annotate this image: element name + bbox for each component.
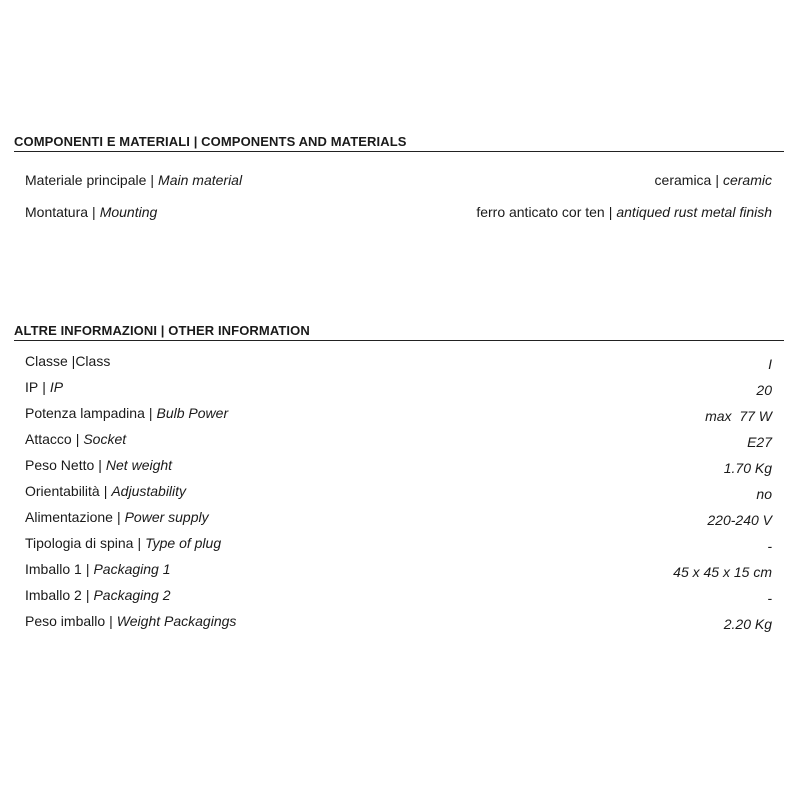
spec-value: 220-240 V [707,512,772,528]
spec-row-power-supply [25,509,772,535]
spec-label-it: Imballo 2 [25,587,82,603]
spec-label: Montatura | Mounting [25,204,158,220]
spec-label [25,353,110,369]
spec-label: Tipologia di spina | Type of plug [25,535,222,551]
spec-value: - [767,538,772,554]
spec-row-socket [25,431,772,457]
spec-label-en: Socket [83,431,127,447]
spec-value: no [756,486,772,502]
spec-label-it: Alimentazione [25,509,113,525]
spec-label: Materiale principale | Main material [25,172,243,188]
components-title: COMPONENTI E MATERIALI | COMPONENTS AND MATERIALS [14,134,784,152]
components-section [14,134,784,236]
spec-label-it: Imballo 1 [25,561,82,577]
spec-row-net-weight [25,457,772,483]
spec-value: ferro anticato cor ten | antiqued rust metal finish [476,204,772,220]
spec-label-it: Orientabilità [25,483,100,499]
spec-label-it: Tipologia di spina [25,535,134,551]
spec-value: I [768,356,772,372]
spec-label-en: Type of plug [145,535,222,551]
spec-label-en: Packaging 1 [93,561,171,577]
spec-label: Peso Netto | Net weight [25,457,173,473]
spec-value: 1.70 Kg [723,460,772,476]
spec-label-it: Attacco [25,431,72,447]
spec-value: 2.20 Kg [723,616,772,632]
spec-label-en: IP [49,379,64,395]
spec-row-packaging-weight [25,613,772,639]
spec-row-bulb-power [25,405,772,431]
spec-value: 45 x 45 x 15 cm [673,564,772,580]
spec-label-it: Materiale principale [25,172,147,188]
spec-label-en: Adjustability [111,483,187,499]
spec-label-en: Power supply [124,509,209,525]
spec-label: Imballo 1 | Packaging 1 [25,561,171,577]
spec-value: max 77 W [705,408,772,424]
spec-label-it: Peso Netto [25,457,95,473]
spec-label: Orientabilità | Adjustability [25,483,187,499]
spec-label-en: Mounting [99,204,158,220]
spec-label: Attacco | Socket [25,431,127,447]
other-info-section [14,323,784,639]
spec-row-ip [25,379,772,405]
spec-label-it: Peso imballo [25,613,106,629]
spec-value: - [767,590,772,606]
spec-label-it: Classe |Class [25,353,111,369]
spec-row-main-material [25,172,772,204]
spec-label-en: Bulb Power [156,405,229,421]
spec-value-en: ceramic [722,172,772,188]
spec-value: E27 [747,434,772,450]
spec-label: Potenza lampadina | Bulb Power [25,405,229,421]
spec-row-packaging-1 [25,561,772,587]
other-info-title: ALTRE INFORMAZIONI | OTHER INFORMATION [14,323,784,341]
spec-value: 20 [756,382,772,398]
spec-value-en: antiqued rust metal finish [616,204,772,220]
spec-value-it: ferro anticato cor ten [476,204,605,220]
spec-row-class [25,353,772,379]
spec-label: IP | IP [25,379,64,395]
spec-label-it: Potenza lampadina [25,405,145,421]
spec-label: Peso imballo | Weight Packagings [25,613,237,629]
spec-value: ceramica | ceramic [654,172,772,188]
spec-label-en: Main material [158,172,243,188]
spec-label-en: Net weight [105,457,173,473]
spec-value-it: ceramica [654,172,712,188]
spec-row-packaging-2 [25,587,772,613]
spec-label-en: Weight Packagings [116,613,237,629]
spec-label-en: Packaging 2 [93,587,171,603]
components-rows [25,172,772,236]
spec-row-plug-type [25,535,772,561]
spec-row-mounting [25,204,772,236]
spec-label: Imballo 2 | Packaging 2 [25,587,171,603]
spec-label-it: Montatura [25,204,89,220]
spec-row-adjustability [25,483,772,509]
other-info-rows [25,353,772,639]
spec-label-it: IP [25,379,39,395]
spec-label: Alimentazione | Power supply [25,509,209,525]
